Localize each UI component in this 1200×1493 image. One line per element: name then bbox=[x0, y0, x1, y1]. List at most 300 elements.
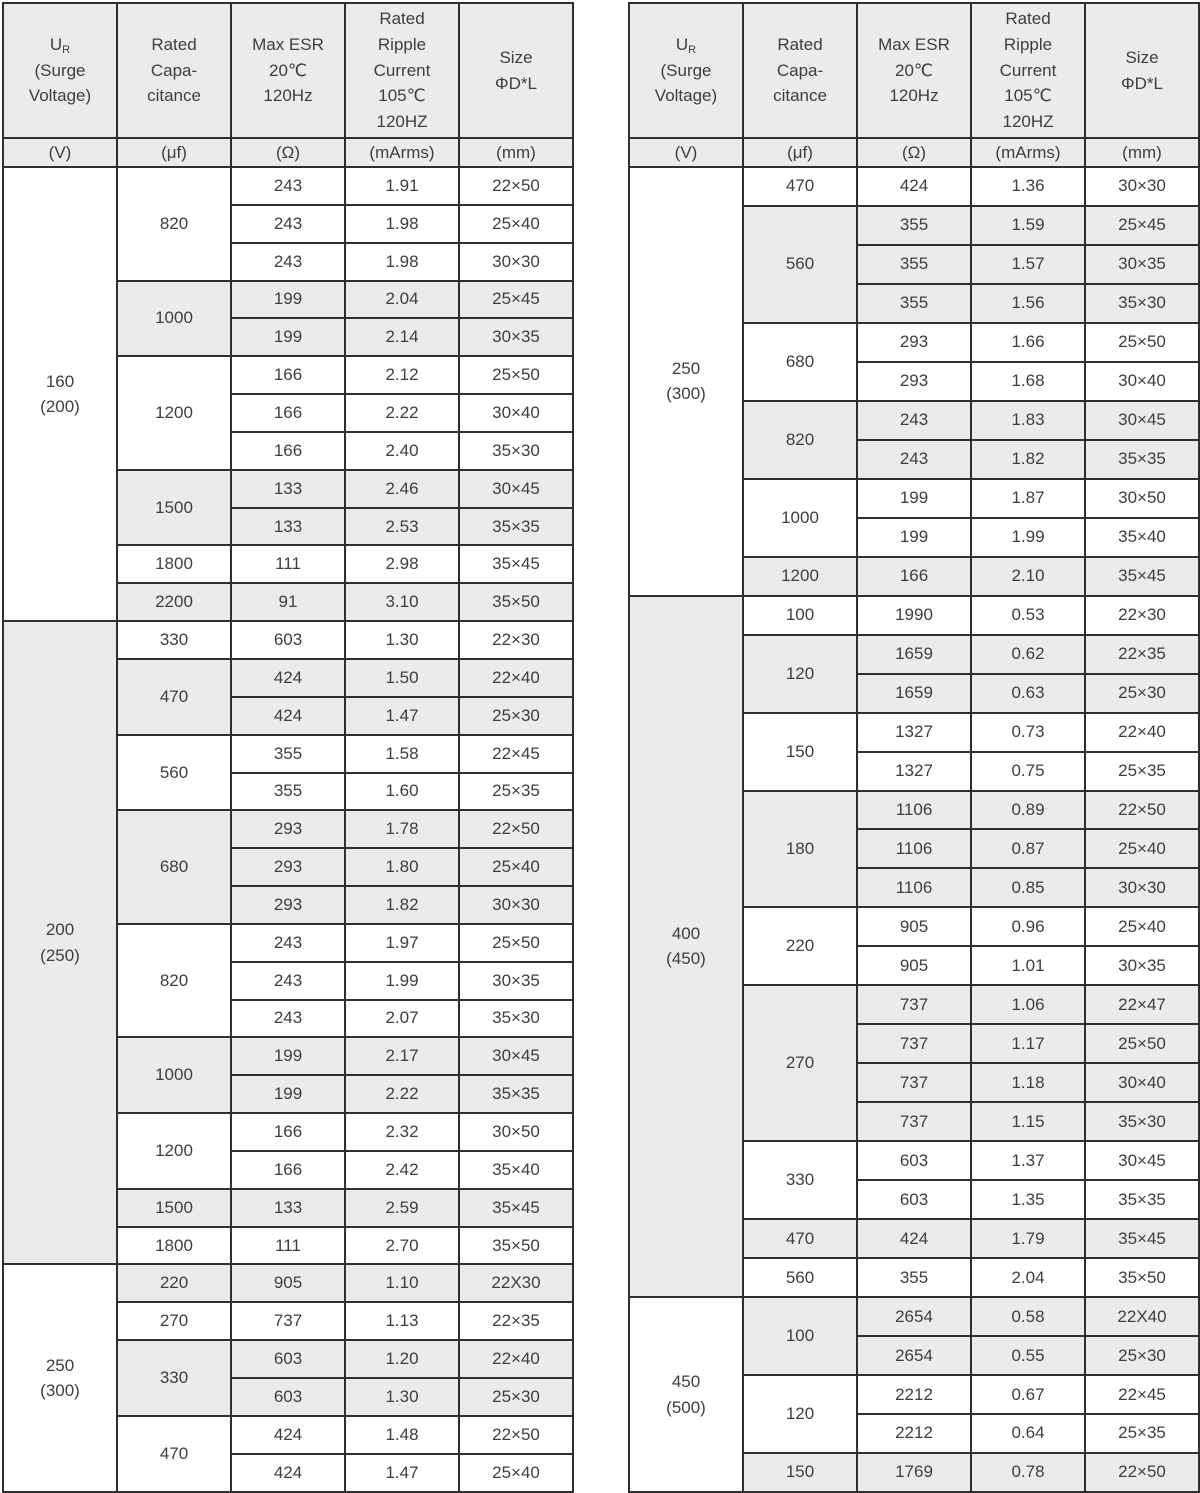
capacitance-cell: 220 bbox=[117, 1264, 231, 1302]
capacitance-cell: 1500 bbox=[117, 470, 231, 546]
esr-cell: 199 bbox=[231, 318, 345, 356]
capacitance-cell: 680 bbox=[743, 323, 857, 401]
esr-cell: 199 bbox=[857, 518, 971, 557]
ripple-current-cell: 1.17 bbox=[971, 1024, 1085, 1063]
unit-cell: (μf) bbox=[743, 138, 857, 167]
ripple-current-cell: 2.32 bbox=[345, 1113, 459, 1151]
size-cell: 25×40 bbox=[459, 848, 573, 886]
ripple-current-cell: 1.97 bbox=[345, 924, 459, 962]
capacitance-cell: 330 bbox=[743, 1141, 857, 1219]
ripple-current-cell: 1.15 bbox=[971, 1102, 1085, 1141]
esr-cell: 2654 bbox=[857, 1297, 971, 1336]
unit-cell: (V) bbox=[629, 138, 743, 167]
ripple-current-cell: 0.85 bbox=[971, 868, 1085, 907]
size-cell: 30×35 bbox=[1085, 946, 1199, 985]
esr-cell: 1990 bbox=[857, 596, 971, 635]
capacitance-cell: 120 bbox=[743, 635, 857, 713]
capacitance-cell: 470 bbox=[743, 167, 857, 206]
capacitance-column-header bbox=[117, 3, 231, 138]
esr-cell: 737 bbox=[857, 1024, 971, 1063]
esr-cell: 133 bbox=[231, 1189, 345, 1227]
voltage-cell bbox=[629, 167, 743, 596]
esr-cell: 355 bbox=[857, 245, 971, 284]
unit-cell: (mArms) bbox=[345, 138, 459, 167]
esr-cell: 166 bbox=[231, 394, 345, 432]
header-line: Ripple bbox=[377, 34, 427, 54]
size-cell: 22×50 bbox=[459, 810, 573, 848]
size-cell: 35×35 bbox=[1085, 1180, 1199, 1219]
size-cell: 35×35 bbox=[1085, 440, 1199, 479]
size-cell: 22×47 bbox=[1085, 985, 1199, 1024]
ripple-current-cell: 1.98 bbox=[345, 205, 459, 243]
ripple-current-cell: 1.06 bbox=[971, 985, 1085, 1024]
size-cell: 30×30 bbox=[459, 243, 573, 281]
capacitance-column-header bbox=[743, 3, 857, 138]
ripple-current-cell: 0.55 bbox=[971, 1336, 1085, 1375]
header-line: Capa- bbox=[776, 60, 824, 80]
size-cell: 35×50 bbox=[1085, 1258, 1199, 1297]
ripple-current-cell: 2.04 bbox=[971, 1258, 1085, 1297]
capacitance-cell: 470 bbox=[117, 659, 231, 735]
voltage-column-header bbox=[3, 3, 117, 138]
esr-cell: 293 bbox=[857, 323, 971, 362]
size-cell: 30×50 bbox=[459, 1113, 573, 1151]
esr-cell: 166 bbox=[231, 1151, 345, 1189]
ripple-current-column-header bbox=[345, 3, 459, 138]
esr-cell: 355 bbox=[857, 206, 971, 245]
ripple-current-cell: 2.07 bbox=[345, 1000, 459, 1038]
capacitance-cell: 150 bbox=[743, 1453, 857, 1492]
size-cell: 25×50 bbox=[459, 356, 573, 394]
voltage-cell bbox=[3, 1264, 117, 1491]
voltage-cell bbox=[3, 167, 117, 621]
ripple-current-cell: 1.01 bbox=[971, 946, 1085, 985]
esr-cell: 293 bbox=[231, 810, 345, 848]
ripple-current-cell: 2.42 bbox=[345, 1151, 459, 1189]
voltage-value: 200 bbox=[45, 920, 75, 940]
header-line: Max ESR bbox=[878, 34, 950, 54]
size-cell: 30×30 bbox=[1085, 167, 1199, 206]
header-line: (Surge bbox=[34, 60, 86, 80]
size-cell: 25×30 bbox=[1085, 674, 1199, 713]
surge-voltage-value: (200) bbox=[40, 397, 80, 417]
ripple-current-cell: 1.36 bbox=[971, 167, 1085, 206]
voltage-value: 250 bbox=[671, 358, 701, 378]
esr-column-header bbox=[857, 3, 971, 138]
ripple-current-cell: 0.62 bbox=[971, 635, 1085, 674]
surge-voltage-value: (250) bbox=[40, 945, 80, 965]
capacitance-cell: 680 bbox=[117, 810, 231, 924]
ripple-current-cell: 0.75 bbox=[971, 752, 1085, 791]
capacitance-cell: 100 bbox=[743, 1297, 857, 1375]
size-cell: 30×30 bbox=[1085, 868, 1199, 907]
header-line: Current bbox=[373, 60, 431, 80]
esr-cell: 243 bbox=[857, 401, 971, 440]
surge-voltage-value: (300) bbox=[40, 1381, 80, 1400]
size-cell: 35×45 bbox=[459, 545, 573, 583]
size-cell: 25×45 bbox=[1085, 206, 1199, 245]
size-cell: 30×30 bbox=[459, 886, 573, 924]
capacitor-spec-table-right bbox=[628, 2, 1200, 1493]
capacitance-cell: 150 bbox=[743, 713, 857, 791]
ripple-current-cell: 1.99 bbox=[971, 518, 1085, 557]
size-cell: 22×50 bbox=[1085, 1453, 1199, 1492]
size-cell: 35×30 bbox=[1085, 284, 1199, 323]
esr-cell: 1659 bbox=[857, 635, 971, 674]
size-cell: 30×45 bbox=[1085, 1141, 1199, 1180]
ripple-current-cell: 0.78 bbox=[971, 1453, 1085, 1492]
header-line: Rated bbox=[151, 34, 197, 54]
voltage-value: 160 bbox=[45, 371, 75, 391]
size-cell: 30×40 bbox=[459, 394, 573, 432]
unit-cell: (mArms) bbox=[971, 138, 1085, 167]
ripple-current-cell: 1.50 bbox=[345, 659, 459, 697]
esr-cell: 603 bbox=[857, 1141, 971, 1180]
spec-row bbox=[3, 167, 573, 205]
header-line: Voltage) bbox=[28, 86, 92, 106]
size-cell: 35×30 bbox=[459, 432, 573, 470]
ripple-current-cell: 2.14 bbox=[345, 318, 459, 356]
voltage-symbol: $U_R$ bbox=[49, 34, 71, 56]
esr-cell: 2654 bbox=[857, 1336, 971, 1375]
ripple-current-cell: 1.56 bbox=[971, 284, 1085, 323]
capacitance-cell: 270 bbox=[117, 1302, 231, 1340]
ripple-current-cell: 1.59 bbox=[971, 206, 1085, 245]
size-cell: 22×50 bbox=[459, 1416, 573, 1454]
size-cell: 35×40 bbox=[1085, 518, 1199, 557]
size-cell: 22×40 bbox=[459, 1340, 573, 1378]
esr-cell: 424 bbox=[231, 1416, 345, 1454]
header-line: Max ESR bbox=[252, 34, 324, 54]
esr-cell: 293 bbox=[231, 848, 345, 886]
ripple-current-cell: 1.87 bbox=[971, 479, 1085, 518]
header-line: ΦD*L bbox=[1121, 73, 1163, 93]
ripple-current-cell: 2.53 bbox=[345, 508, 459, 546]
size-cell: 35×30 bbox=[459, 1000, 573, 1038]
size-cell: 35×45 bbox=[1085, 1219, 1199, 1258]
size-cell: 25×30 bbox=[459, 697, 573, 735]
esr-cell: 1106 bbox=[857, 868, 971, 907]
size-cell: 22×40 bbox=[459, 659, 573, 697]
capacitance-cell: 1500 bbox=[117, 1189, 231, 1227]
size-cell: 30×35 bbox=[459, 962, 573, 1000]
size-cell: 35×50 bbox=[459, 583, 573, 621]
header-line: 20℃ bbox=[894, 60, 933, 80]
header-line: Ripple bbox=[1003, 34, 1053, 54]
esr-cell: 424 bbox=[231, 1454, 345, 1492]
esr-cell: 111 bbox=[231, 1227, 345, 1265]
size-cell: 35×30 bbox=[1085, 1102, 1199, 1141]
ripple-current-cell: 2.17 bbox=[345, 1037, 459, 1075]
esr-cell: 905 bbox=[231, 1264, 345, 1302]
ripple-current-cell: 1.68 bbox=[971, 362, 1085, 401]
esr-cell: 355 bbox=[857, 1258, 971, 1297]
capacitance-cell: 330 bbox=[117, 1340, 231, 1416]
esr-cell: 1327 bbox=[857, 713, 971, 752]
capacitance-cell: 100 bbox=[743, 596, 857, 635]
size-cell: 25×35 bbox=[459, 773, 573, 811]
size-cell: 35×40 bbox=[459, 1151, 573, 1189]
esr-cell: 424 bbox=[231, 697, 345, 735]
size-cell: 25×50 bbox=[1085, 1024, 1199, 1063]
ripple-current-cell: 1.66 bbox=[971, 323, 1085, 362]
ripple-current-cell: 1.83 bbox=[971, 401, 1085, 440]
ripple-current-cell: 2.10 bbox=[971, 557, 1085, 596]
ripple-current-cell: 1.37 bbox=[971, 1141, 1085, 1180]
voltage-cell bbox=[629, 596, 743, 1297]
esr-cell: 243 bbox=[231, 167, 345, 205]
unit-cell: (μf) bbox=[117, 138, 231, 167]
header-line: (Surge bbox=[660, 60, 712, 80]
size-cell: 22×40 bbox=[1085, 713, 1199, 752]
ripple-current-cell: 1.80 bbox=[345, 848, 459, 886]
esr-cell: 737 bbox=[857, 985, 971, 1024]
ripple-current-cell: 0.58 bbox=[971, 1297, 1085, 1336]
header-line: citance bbox=[147, 86, 201, 106]
esr-cell: 243 bbox=[231, 1000, 345, 1038]
size-cell: 22×50 bbox=[459, 167, 573, 205]
ripple-current-cell: 2.12 bbox=[345, 356, 459, 394]
esr-cell: 166 bbox=[231, 356, 345, 394]
ripple-current-cell: 1.78 bbox=[345, 810, 459, 848]
size-cell: 22X40 bbox=[1085, 1297, 1199, 1336]
voltage-value: 250 bbox=[45, 1355, 75, 1375]
capacitance-cell: 820 bbox=[117, 167, 231, 281]
capacitance-cell: 820 bbox=[743, 401, 857, 479]
spec-row bbox=[629, 167, 1199, 206]
capacitance-cell: 220 bbox=[743, 907, 857, 985]
size-cell: 22×50 bbox=[1085, 791, 1199, 830]
ripple-current-cell: 1.47 bbox=[345, 697, 459, 735]
ripple-current-cell: 0.64 bbox=[971, 1414, 1085, 1453]
esr-cell: 355 bbox=[857, 284, 971, 323]
size-cell: 22×30 bbox=[459, 621, 573, 659]
ripple-current-cell: 1.98 bbox=[345, 243, 459, 281]
esr-cell: 737 bbox=[857, 1102, 971, 1141]
capacitance-cell: 180 bbox=[743, 791, 857, 908]
esr-cell: 603 bbox=[857, 1180, 971, 1219]
header-line: Size bbox=[499, 47, 533, 67]
ripple-current-cell: 1.20 bbox=[345, 1340, 459, 1378]
ripple-current-cell: 1.30 bbox=[345, 621, 459, 659]
esr-cell: 1106 bbox=[857, 829, 971, 868]
size-cell: 25×35 bbox=[1085, 1414, 1199, 1453]
header-line: 120HZ bbox=[376, 112, 428, 132]
esr-cell: 166 bbox=[231, 432, 345, 470]
esr-cell: 133 bbox=[231, 470, 345, 508]
unit-cell: (V) bbox=[3, 138, 117, 167]
ripple-current-cell: 1.13 bbox=[345, 1302, 459, 1340]
spec-row bbox=[629, 596, 1199, 635]
header-line: Current bbox=[999, 60, 1057, 80]
size-column-header bbox=[1085, 3, 1199, 138]
esr-cell: 243 bbox=[231, 243, 345, 281]
ripple-current-cell: 1.82 bbox=[345, 886, 459, 924]
capacitance-cell: 1200 bbox=[117, 356, 231, 470]
ripple-current-cell: 1.30 bbox=[345, 1378, 459, 1416]
esr-cell: 243 bbox=[857, 440, 971, 479]
capacitance-cell: 470 bbox=[117, 1416, 231, 1492]
ripple-current-cell: 1.47 bbox=[345, 1454, 459, 1492]
ripple-current-cell: 0.73 bbox=[971, 713, 1085, 752]
ripple-current-cell: 2.04 bbox=[345, 281, 459, 319]
size-cell: 30×35 bbox=[459, 318, 573, 356]
header-line: Size bbox=[1125, 47, 1159, 67]
header-line: 120HZ bbox=[1002, 112, 1054, 132]
esr-cell: 199 bbox=[231, 1037, 345, 1075]
capacitance-cell: 1200 bbox=[743, 557, 857, 596]
esr-cell: 91 bbox=[231, 583, 345, 621]
header-line: 20℃ bbox=[268, 60, 307, 80]
capacitance-cell: 1800 bbox=[117, 1227, 231, 1265]
voltage-column-header bbox=[629, 3, 743, 138]
capacitance-cell: 1000 bbox=[743, 479, 857, 557]
ripple-current-cell: 2.22 bbox=[345, 1075, 459, 1113]
esr-cell: 166 bbox=[231, 1113, 345, 1151]
size-cell: 22×35 bbox=[1085, 635, 1199, 674]
capacitance-cell: 470 bbox=[743, 1219, 857, 1258]
size-cell: 35×45 bbox=[459, 1189, 573, 1227]
size-cell: 25×40 bbox=[1085, 829, 1199, 868]
esr-cell: 424 bbox=[231, 659, 345, 697]
ripple-current-cell: 2.46 bbox=[345, 470, 459, 508]
size-cell: 30×50 bbox=[1085, 479, 1199, 518]
esr-cell: 905 bbox=[857, 946, 971, 985]
ripple-current-cell: 2.70 bbox=[345, 1227, 459, 1265]
header-line: ΦD*L bbox=[495, 73, 537, 93]
spec-row bbox=[3, 1264, 573, 1302]
esr-cell: 1769 bbox=[857, 1453, 971, 1492]
capacitance-cell: 1800 bbox=[117, 545, 231, 583]
header-line: Capa- bbox=[150, 60, 198, 80]
size-cell: 25×50 bbox=[459, 924, 573, 962]
esr-cell: 603 bbox=[231, 621, 345, 659]
esr-cell: 293 bbox=[857, 362, 971, 401]
capacitance-cell: 270 bbox=[743, 985, 857, 1141]
size-cell: 35×45 bbox=[1085, 557, 1199, 596]
header-line: 105℃ bbox=[378, 86, 426, 106]
ripple-current-cell: 3.10 bbox=[345, 583, 459, 621]
ripple-current-cell: 1.48 bbox=[345, 1416, 459, 1454]
ripple-current-cell: 1.60 bbox=[345, 773, 459, 811]
ripple-current-cell: 0.63 bbox=[971, 674, 1085, 713]
size-column-header bbox=[459, 3, 573, 138]
ripple-current-cell: 2.98 bbox=[345, 545, 459, 583]
size-cell: 30×40 bbox=[1085, 362, 1199, 401]
esr-column-header bbox=[231, 3, 345, 138]
surge-voltage-value: (300) bbox=[666, 384, 706, 404]
esr-cell: 905 bbox=[857, 907, 971, 946]
size-cell: 25×35 bbox=[1085, 752, 1199, 791]
ripple-current-cell: 1.82 bbox=[971, 440, 1085, 479]
esr-cell: 199 bbox=[231, 1075, 345, 1113]
ripple-current-cell: 0.89 bbox=[971, 791, 1085, 830]
size-cell: 22X30 bbox=[459, 1264, 573, 1302]
capacitance-cell: 820 bbox=[117, 924, 231, 1038]
ripple-current-cell: 0.87 bbox=[971, 829, 1085, 868]
ripple-current-cell: 1.10 bbox=[345, 1264, 459, 1302]
ripple-current-cell: 1.91 bbox=[345, 167, 459, 205]
size-cell: 22×35 bbox=[459, 1302, 573, 1340]
header-line: Voltage) bbox=[654, 86, 718, 106]
esr-cell: 737 bbox=[231, 1302, 345, 1340]
capacitance-cell: 1000 bbox=[117, 281, 231, 357]
esr-cell: 603 bbox=[231, 1340, 345, 1378]
ripple-current-cell: 1.99 bbox=[345, 962, 459, 1000]
surge-voltage-value: (450) bbox=[666, 949, 706, 969]
esr-cell: 293 bbox=[231, 886, 345, 924]
ripple-current-cell: 2.59 bbox=[345, 1189, 459, 1227]
header-line: 105℃ bbox=[1004, 86, 1052, 106]
spec-row bbox=[3, 621, 573, 659]
size-cell: 30×40 bbox=[1085, 1063, 1199, 1102]
size-cell: 35×35 bbox=[459, 1075, 573, 1113]
spec-row bbox=[629, 1297, 1199, 1336]
esr-cell: 199 bbox=[857, 479, 971, 518]
header-line: 120Hz bbox=[889, 86, 939, 106]
ripple-current-cell: 0.96 bbox=[971, 907, 1085, 946]
esr-cell: 424 bbox=[857, 1219, 971, 1258]
esr-cell: 243 bbox=[231, 924, 345, 962]
size-cell: 22×30 bbox=[1085, 596, 1199, 635]
header-line: Rated bbox=[379, 8, 425, 28]
header-line: Rated bbox=[777, 34, 823, 54]
capacitance-cell: 1000 bbox=[117, 1037, 231, 1113]
esr-cell: 1659 bbox=[857, 674, 971, 713]
ripple-current-cell: 1.57 bbox=[971, 245, 1085, 284]
capacitance-cell: 560 bbox=[743, 1258, 857, 1297]
header-line: 120Hz bbox=[263, 86, 313, 106]
esr-cell: 199 bbox=[231, 281, 345, 319]
ripple-current-cell: 1.35 bbox=[971, 1180, 1085, 1219]
ripple-current-cell: 0.53 bbox=[971, 596, 1085, 635]
size-cell: 25×45 bbox=[459, 281, 573, 319]
esr-cell: 1106 bbox=[857, 791, 971, 830]
esr-cell: 2212 bbox=[857, 1375, 971, 1414]
capacitance-cell: 560 bbox=[743, 206, 857, 323]
voltage-symbol: $U_R$ bbox=[675, 34, 697, 56]
esr-cell: 133 bbox=[231, 508, 345, 546]
esr-cell: 603 bbox=[231, 1378, 345, 1416]
esr-cell: 243 bbox=[231, 962, 345, 1000]
size-cell: 35×35 bbox=[459, 508, 573, 546]
esr-cell: 166 bbox=[857, 557, 971, 596]
size-cell: 22×45 bbox=[459, 735, 573, 773]
esr-cell: 355 bbox=[231, 735, 345, 773]
surge-voltage-value: (500) bbox=[666, 1397, 706, 1417]
unit-cell: (Ω) bbox=[857, 138, 971, 167]
size-cell: 30×45 bbox=[459, 1037, 573, 1075]
esr-cell: 2212 bbox=[857, 1414, 971, 1453]
header-line: citance bbox=[773, 86, 827, 106]
voltage-value: 400 bbox=[671, 923, 701, 943]
esr-cell: 111 bbox=[231, 545, 345, 583]
esr-cell: 243 bbox=[231, 205, 345, 243]
ripple-current-cell: 1.58 bbox=[345, 735, 459, 773]
esr-cell: 1327 bbox=[857, 752, 971, 791]
capacitance-cell: 330 bbox=[117, 621, 231, 659]
esr-cell: 355 bbox=[231, 773, 345, 811]
esr-cell: 737 bbox=[857, 1063, 971, 1102]
ripple-current-cell: 0.67 bbox=[971, 1375, 1085, 1414]
size-cell: 30×45 bbox=[1085, 401, 1199, 440]
unit-cell: (Ω) bbox=[231, 138, 345, 167]
ripple-current-cell: 2.40 bbox=[345, 432, 459, 470]
capacitor-spec-table-left bbox=[2, 2, 574, 1493]
size-cell: 22×45 bbox=[1085, 1375, 1199, 1414]
size-cell: 25×30 bbox=[1085, 1336, 1199, 1375]
voltage-value: 450 bbox=[671, 1372, 701, 1392]
